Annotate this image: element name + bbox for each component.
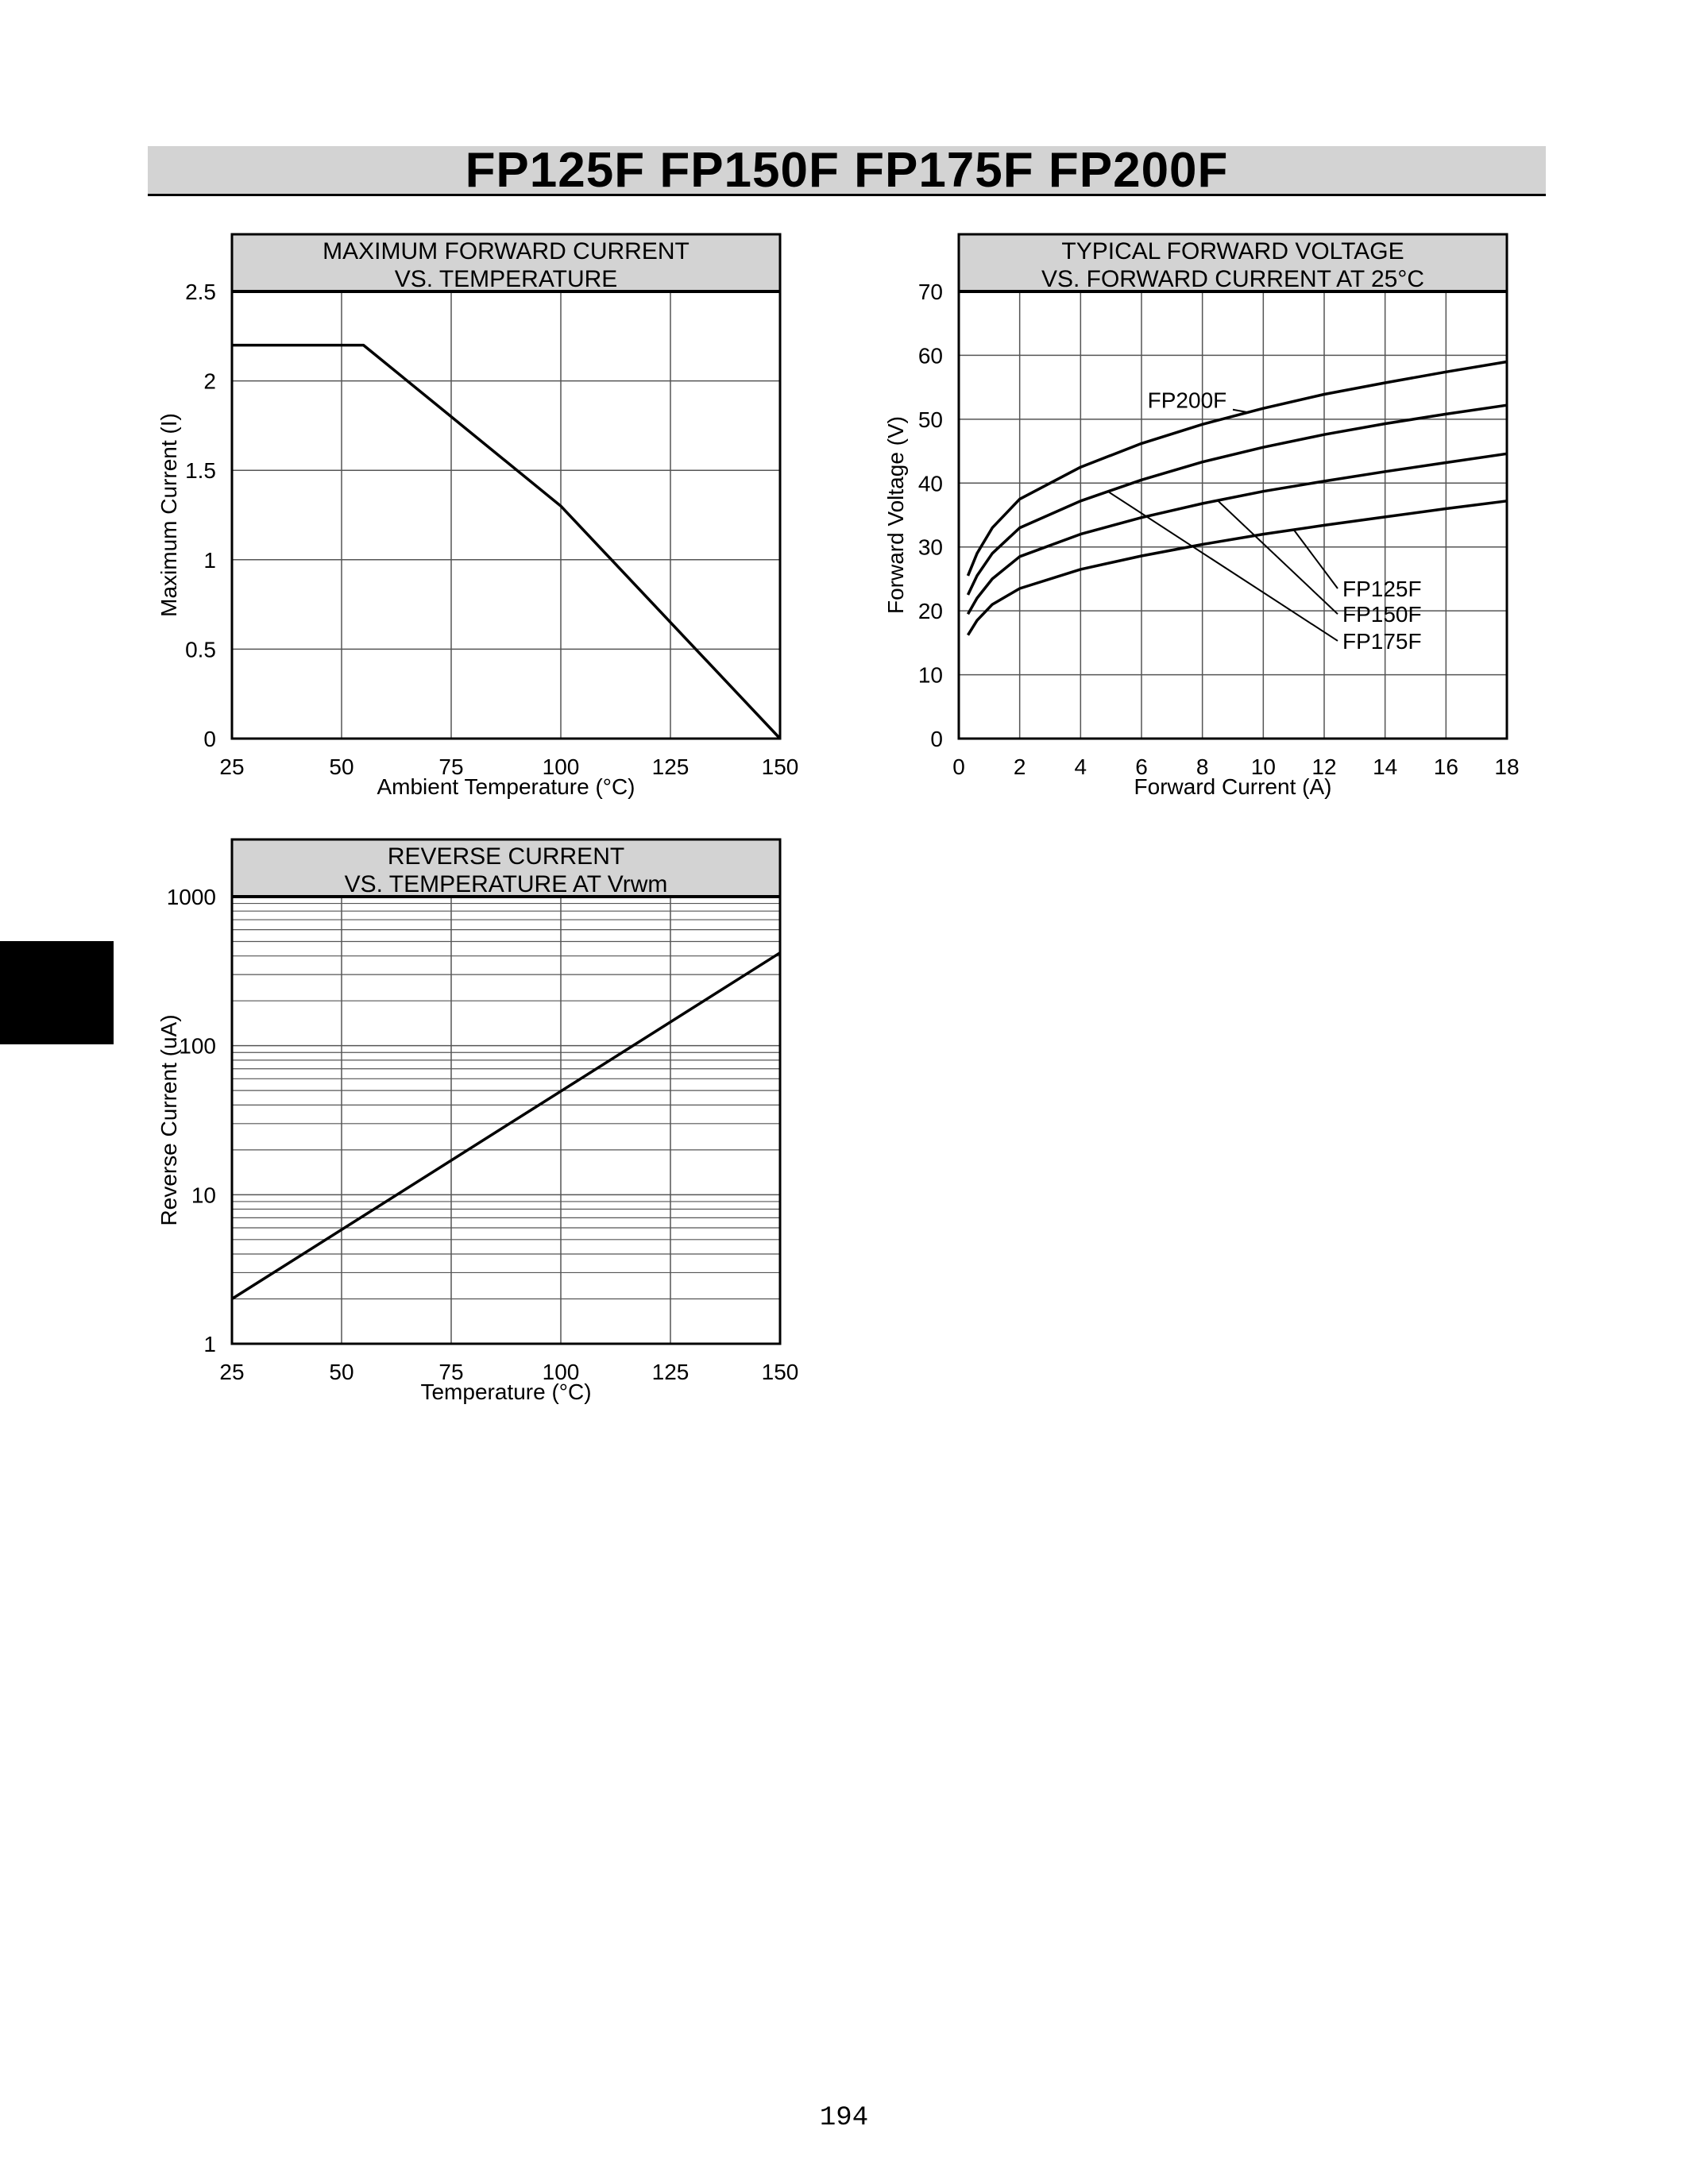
x-tick-label: 150	[761, 754, 799, 779]
y-tick-label: 50	[917, 407, 943, 432]
x-axis-label: Forward Current (A)	[1134, 774, 1332, 799]
annotation-label: FP200F	[1147, 388, 1227, 413]
x-tick-label: 0	[952, 754, 965, 779]
y-tick-label: 2	[203, 369, 216, 394]
x-tick-label: 2	[1013, 754, 1026, 779]
x-tick-label: 18	[1494, 754, 1520, 779]
y-tick-label: 70	[917, 280, 943, 304]
chart-subtitle: VS. FORWARD CURRENT AT 25°C	[1041, 266, 1425, 292]
x-tick-label: 100	[542, 1360, 580, 1384]
y-tick-label: 1	[203, 547, 216, 573]
x-tick-label: 10	[1250, 754, 1276, 779]
y-tick-label: 2.5	[185, 280, 216, 304]
y-tick-label: 60	[917, 343, 943, 369]
x-tick-label: 16	[1433, 754, 1458, 779]
x-axis-label: Ambient Temperature (°C)	[377, 774, 635, 799]
y-tick-label: 0	[203, 727, 216, 751]
x-tick-label: 75	[438, 754, 464, 779]
y-tick-label: 40	[917, 471, 943, 496]
x-tick-label: 8	[1196, 754, 1209, 779]
x-tick-label: 25	[219, 754, 245, 779]
y-tick-label: 10	[917, 662, 943, 688]
x-tick-label: 150	[761, 1360, 799, 1384]
annotation-label: FP150F	[1342, 602, 1422, 627]
y-tick-label: 1	[203, 1332, 216, 1356]
x-tick-label: 100	[542, 754, 580, 779]
y-axis-label: Maximum Current (I)	[156, 413, 181, 617]
x-tick-label: 25	[219, 1360, 245, 1384]
y-tick-label: 30	[917, 534, 943, 560]
y-axis-label: Reverse Current (uA)	[156, 1014, 181, 1226]
chart-title: TYPICAL FORWARD VOLTAGE	[1061, 238, 1404, 264]
annotation-label: FP125F	[1342, 576, 1422, 601]
chart-subtitle: VS. TEMPERATURE AT Vrwm	[344, 871, 668, 897]
y-axis-label: Forward Voltage (V)	[883, 416, 908, 614]
x-tick-label: 4	[1074, 754, 1087, 779]
x-tick-label: 50	[329, 754, 354, 779]
y-tick-label: 1000	[166, 885, 216, 909]
y-tick-label: 1.5	[185, 458, 216, 484]
chart-subtitle: VS. TEMPERATURE	[394, 266, 618, 292]
y-tick-label: 0.5	[185, 637, 216, 662]
x-tick-label: 125	[651, 1360, 689, 1384]
chart-title: MAXIMUM FORWARD CURRENT	[323, 238, 689, 264]
y-tick-label: 20	[917, 599, 943, 624]
x-tick-label: 14	[1373, 754, 1398, 779]
x-tick-label: 125	[651, 754, 689, 779]
x-tick-label: 75	[438, 1360, 464, 1384]
x-tick-label: 6	[1135, 754, 1148, 779]
annotation-label: FP175F	[1342, 628, 1422, 654]
series-line	[232, 953, 780, 1299]
chart-title: REVERSE CURRENT	[387, 843, 625, 870]
page-number: 194	[819, 2103, 869, 2133]
y-tick-label: 100	[179, 1033, 216, 1059]
plot-frame	[232, 897, 780, 1344]
y-tick-label: 10	[191, 1183, 216, 1208]
y-tick-label: 0	[930, 727, 943, 751]
x-tick-label: 50	[329, 1360, 354, 1384]
page-title: FP125F FP150F FP175F FP200F	[465, 143, 1229, 198]
x-axis-label: Temperature (°C)	[420, 1379, 592, 1404]
x-tick-label: 12	[1311, 754, 1337, 779]
